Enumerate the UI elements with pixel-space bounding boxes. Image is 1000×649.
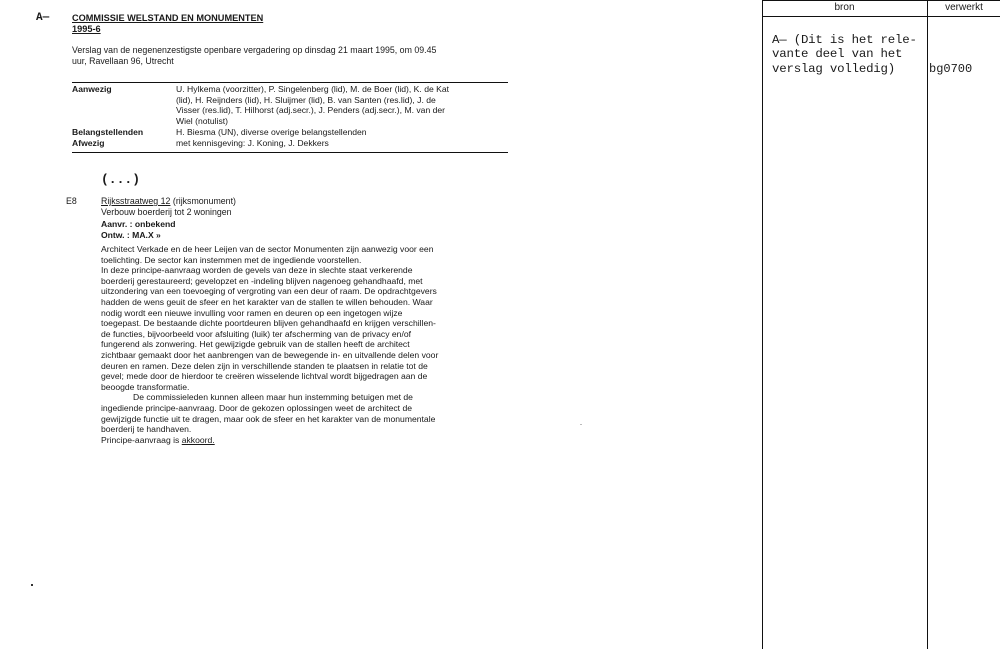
item-subject: Verbouw boerderij tot 2 woningen [101, 207, 232, 217]
item-code: E8 [66, 196, 77, 206]
item-applicant: Aanvr. : onbekend [101, 219, 176, 229]
attendance-label: Aanwezig [72, 84, 112, 94]
bron-note-line: vante deel van het [772, 47, 903, 62]
body-line: toelichting. De sector kan instemmen met de ingediende voorstellen. [101, 254, 362, 265]
sidebar-column-divider [927, 0, 928, 649]
attendance-line: Visser (res.lid), T. Hilhorst (adj.secr.), J. Penders (adj.secr.), M. van der [176, 105, 446, 116]
body-line: In deze principe-aanvraag worden de gevels van deze in slechte staat verkerende [101, 265, 413, 276]
attendance-line: met kennisgeving: J. Koning, J. Dekkers [176, 138, 329, 148]
report-line-2: uur, Ravellaan 96, Utrecht [72, 56, 174, 66]
body-line: uitzondering van een toevoeging of vergroting van een deur of raam. De opdrachtgevers [101, 286, 437, 297]
body-line: de functies, bijvoorbeeld voor afsluiting (luik) ter afscherming van de privacy en/of [101, 328, 412, 339]
body-line: nodig wordt een nieuwe invulling voor ramen en deuren op een ingetogen wijze [101, 307, 403, 318]
bron-note-line: verslag volledig) [772, 61, 896, 76]
body-line: fungerend als zonwering. Het gewijzigde gebruik van de stallen heeft de architect [101, 339, 410, 350]
body-line: beoogde transformatie. [101, 381, 190, 392]
attendance-top-rule [72, 82, 508, 83]
item-address-note: (rijksmonument) [172, 196, 236, 206]
bron-note-line: A— (Dit is het rele- [772, 33, 917, 47]
conclusion-prefix: Principe-aanvraag is [101, 434, 180, 445]
body-line: deuren en ramen. Deze delen zijn in verschillende standen te plaatsen in relatie tot de [101, 360, 428, 371]
sidebar-header-rule [762, 16, 1000, 17]
scan-speck [31, 584, 33, 586]
body-line: ingediende principe-aanvraag. Door de gekozen oplossingen weet de architect de [101, 402, 413, 413]
report-line-1: Verslag van de negenenzestigste openbare vergadering op dinsdag 21 maart 1995, om 09.45 [72, 45, 437, 55]
meeting-number: 1995-6 [72, 24, 101, 34]
body-line: gewijzigde functie uit te dragen, maar ook de sfeer en het karakter van de monumentale [101, 413, 436, 424]
attendance-line: (lid), H. Reijnders (lid), H. Sluijmer (lid), B. van Santen (res.lid), J. de [176, 94, 436, 105]
attendance-line: Wiel (notulist) [176, 115, 229, 126]
item-address: Rijksstraatweg 12 [101, 196, 171, 206]
attendance-label: Belangstellenden [72, 127, 144, 137]
committee-title: COMMISSIE WELSTAND EN MONUMENTEN [72, 13, 264, 23]
column-header-bron: bron [834, 2, 855, 13]
body-line: boerderij te handhaven. [101, 424, 192, 435]
item-address-line [101, 196, 236, 207]
column-header-verwerkt: verwerkt [945, 2, 983, 13]
conclusion-verdict: akkoord. [181, 434, 215, 445]
item-discussion [101, 244, 508, 445]
attendance-label: Afwezig [72, 138, 105, 148]
section-marker: A— [36, 12, 50, 24]
sidebar-header-top-rule [762, 0, 1000, 1]
scan-speck [580, 424, 582, 425]
body-line: zichtbaar gemaakt door het aanbrengen van de bewegende in- en uitvallende delen voor [101, 349, 439, 360]
attendance-line: H. Biesma (UN), diverse overige belangstellenden [176, 127, 367, 137]
sidebar-left-border [762, 0, 763, 649]
attendance-value [176, 84, 508, 126]
attendance-line: U. Hylkema (voorzitter), P. Singelenberg (lid), M. de Boer (lid), K. de Kat [176, 84, 450, 94]
body-line: hadden de wens geuit de sfeer en het karakter van de stallen te willen behouden. Waar [101, 296, 433, 307]
body-line: Architect Verkade en de heer Leijen van de sector Monumenten zijn aanwezig voor een [101, 244, 434, 254]
body-line: toegepast. De bestaande dichte poortdeuren blijven gehandhaafd en krijgen verschillen- [101, 318, 436, 329]
body-line: gevel; mede door de hierdoor te creëren wisselende lichtval wordt bijgedragen aan de [101, 371, 428, 382]
body-line: boerderij gerestaureerd; gevelopzet en -indeling blijven nagenoeg gehandhaafd, met [101, 275, 423, 286]
item-designer: Ontw. : MA.X » [101, 230, 161, 240]
omission-marker: (...) [101, 172, 141, 187]
attendance-value [176, 138, 508, 149]
body-line: De commissieleden kunnen alleen maar hun instemming betuigen met de [133, 392, 413, 403]
bron-note [772, 33, 917, 76]
verwerkt-code: bg0700 [929, 62, 973, 76]
attendance-value [176, 127, 508, 138]
attendance-bottom-rule [72, 152, 508, 153]
conclusion [101, 435, 508, 446]
